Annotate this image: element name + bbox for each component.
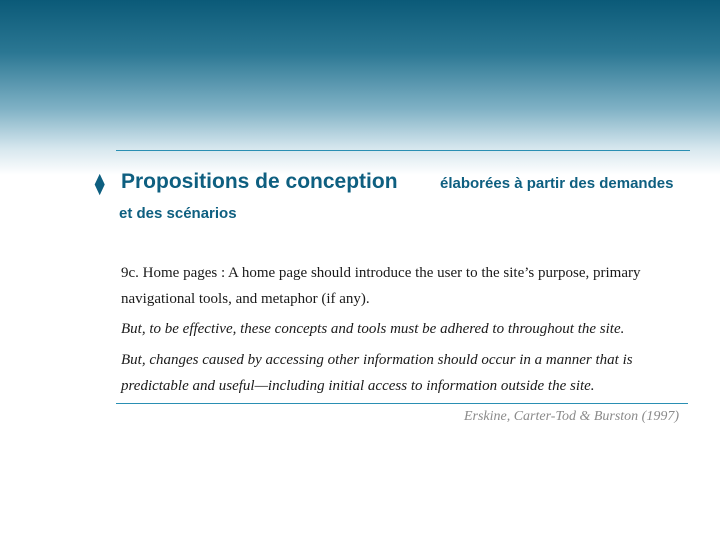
bottom-divider — [116, 403, 688, 404]
paragraph-effective: But, to be effective, these concepts and tools must be adhered to throughout the site. — [121, 321, 625, 337]
diamond-bullet-icon: ⧫ — [95, 174, 105, 195]
heading-continuation: et des scénarios — [119, 205, 237, 222]
header-gradient-band — [0, 0, 720, 175]
paragraph-home-pages: 9c. Home pages : A home page should introduce the user to the site’s purpose, primary navigational tools, and metaphor (if any). — [121, 265, 641, 307]
heading-rest: élaborées à partir des demandes — [440, 175, 674, 192]
citation: Erskine, Carter-Tod & Burston (1997) — [463, 409, 679, 424]
paragraph-changes: But, changes caused by accessing other information should occur in a manner that is predictable and useful—including initial access to information outside the site. — [121, 352, 633, 394]
top-divider — [116, 150, 690, 151]
heading-main: Propositions de conception — [121, 170, 398, 193]
